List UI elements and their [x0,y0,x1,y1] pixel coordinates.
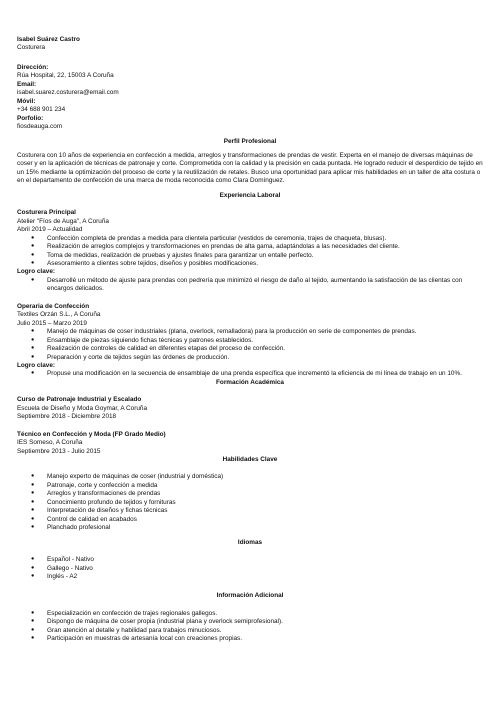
list-item: ● Control de calidad en acabados [17,516,483,524]
list-item: ● Gran atención al detalle y habilidad para trabajos minuciosos. [17,627,483,635]
list-item: ● Manejo de máquinas de coser industriales (plana, overlock, remalladora) para la producción en serie de componentes de prendas. [17,328,483,336]
job-company: Textiles Orzán S.L., A Coruña [17,311,101,319]
list-item: ● Desarrollé un método de ajuste para prendas con pedrería que minimizó el riesgo de daño al tejido, aumentando la satisfacción de las clientas con encargos delicados. [17,277,483,294]
languages-heading: Idiomas [237,538,263,546]
list-item: ● Conocimiento profundo de tejidos y fornituras [17,499,483,507]
email-value: isabel.suarez.costurera@email.com [17,89,119,97]
list-item: ● Confección completa de prendas a medida para clientela particular (vestidos de ceremonia, trajes de chaqueta, blusas). [17,235,483,243]
languages-list [17,556,483,581]
achievement-list [17,277,483,294]
skills-heading: Habilidades Clave [222,456,278,464]
list-item: ● Preparación y corte de tejidos según las órdenes de producción. [17,354,483,362]
phone-value: +34 688 901 234 [17,106,66,114]
achievement-label: Logro clave: [17,268,55,276]
job-company: Atelier "Fíos de Auga", A Coruña [17,217,109,225]
profile-heading: Perfil Profesional [223,137,277,145]
list-item: ● Realización de controles de calidad en diferentes etapas del proceso de confección. [17,345,483,353]
list-item: ● Arreglos y transformaciones de prendas [17,490,483,498]
list-item: ● Español - Nativo [17,556,483,564]
additional-list [17,610,483,644]
education-title: Curso de Patronaje Industrial y Escalado [17,396,142,404]
list-item: ● Propuse una modificación en la secuencia de ensamblaje de una prenda específica que incrementó la eficiencia de mi línea de trabajo en un 10%. [17,370,483,378]
job-title: Operaria de Confección [17,302,90,310]
list-item: ● Dispongo de máquina de coser propia (industrial plana y overlock semiprofesional). [17,618,483,626]
additional-heading: Información Adicional [216,592,284,600]
list-item: ● Gallego - Nativo [17,565,483,573]
job-title: Costurera Principal [17,209,76,217]
email-label: Email: [17,80,37,88]
list-item: ● Toma de medidas, realización de pruebas y ajustes finales para garantizar un entalle perfecto. [17,252,483,260]
job-duties-list [17,235,483,269]
list-item: ● Planchado profesional [17,524,483,532]
skills-list [17,473,483,532]
job-dates: Julio 2015 – Marzo 2019 [17,319,87,327]
education-dates: Septiembre 2013 - Julio 2015 [17,447,101,455]
profile-text: Costurera con 10 años de experiencia en confección a medida, arreglos y transformaciones de prendas de vestir. Experta en el manejo de diversas máquinas de coser y en la aplicación de técnicas de patronaje y corte. Comprometida con la calidad y la precisión en cada puntada. He logrado reducir el desperdicio de tejido en un 15% mediante la optimización del proceso de corte y la reutilización de retales. Busco una oportunidad para aplicar mis habilidades en un taller de alta costura o en el departamento de confección de una marca de moda reconocida como Clara Domínguez. [17,151,483,185]
list-item: ● Patronaje, corte y confección a medida [17,482,483,490]
education-entry [17,396,483,421]
education-heading: Formación Académica [216,378,284,386]
job-duties-list [17,328,483,362]
candidate-name: Isabel Suárez Castro [17,36,80,43]
address-label: Dirección: [17,63,49,71]
list-item: ● Manejo experto de máquinas de coser (industrial y doméstica) [17,473,483,481]
achievement-list [17,370,483,378]
phone-label: Móvil: [17,97,36,105]
education-entry [17,431,483,456]
experience-heading: Experiencia Laboral [219,191,281,199]
education-dates: Septiembre 2018 - Diciembre 2018 [17,413,117,421]
achievement-label: Logro clave: [17,361,55,369]
education-school: IES Someso, A Coruña [17,439,83,447]
list-item: ● Realización de arreglos complejos y transformaciones en prendas de alta gama, adaptándolas a las necesidades del cliente. [17,243,483,251]
job-entry [17,303,483,379]
list-item: ● Especialización en confección de trajes regionales gallegos. [17,610,483,618]
portfolio-value: fiosdeauga.com [17,123,63,131]
resume-page [17,36,483,644]
portfolio-label: Porfolio: [17,114,44,122]
education-school: Escuela de Diseño y Moda Goymar, A Coruña [17,404,148,412]
address-value: Rúa Hospital, 22, 15003 A Coruña [17,72,114,80]
list-item: ● Interpretación de diseños y fichas técnicas [17,507,483,515]
job-entry [17,209,483,294]
list-item: ● Ensamblaje de piezas siguiendo fichas técnicas y patrones establecidos. [17,337,483,345]
list-item: ● Asesoramiento a clientes sobre tejidos, diseños y posibles modificaciones. [17,260,483,268]
education-title: Técnico en Confección y Moda (FP Grado Medio) [17,430,166,438]
job-dates: Abril 2019 – Actualidad [17,226,83,234]
candidate-title: Costurera [17,44,46,52]
list-item: ● Participación en muestras de artesanía local con creaciones propias. [17,635,483,643]
list-item: ● Inglés - A2 [17,573,483,581]
